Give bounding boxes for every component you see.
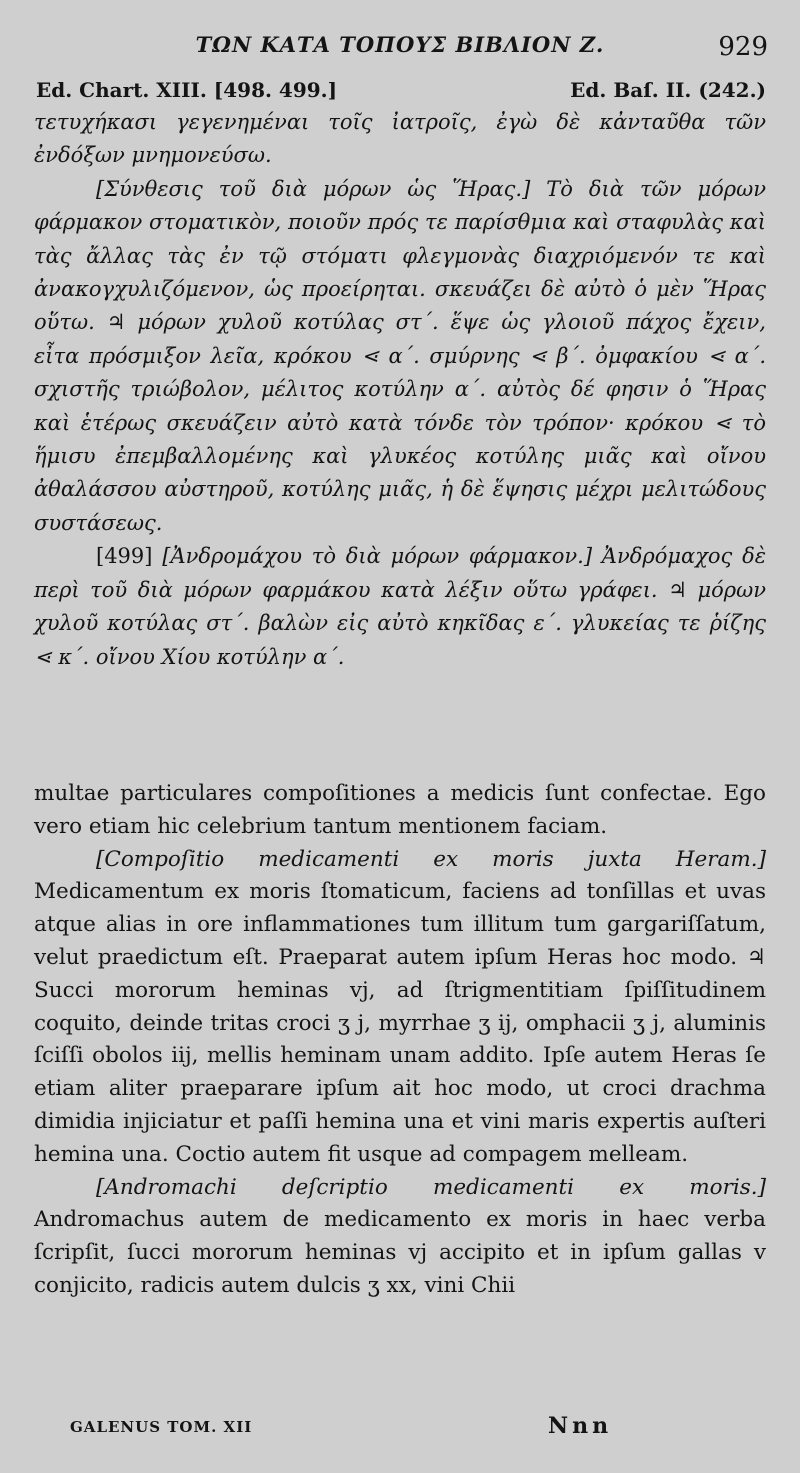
footer-signature: GALENUS TOM. XII (70, 1418, 253, 1436)
edition-reference-left: Ed. Chart. XIII. [498. 499.] (36, 78, 338, 102)
latin-paragraph-3 (34, 1172, 766, 1303)
latin-paragraph-2-body: Medicamentum ex moris ſtomaticum, faciens ad tonſillas et uvas atque alias in ore inflammationes tum illitum tum gargariſſatum, velut praedictum eſt. Praeparat autem ipſum Heras hoc modo. ♃ Succi mororum heminas vj, ad ſtrigmentitiam ſpiſſitudinem coquito, deinde tritas croci ʒ j, myrrhae ʒ ij, omphacii ʒ j, aluminis ſciſſi obolos iij, mellis heminam unam addito. Ipſe autem Heras ſe etiam aliter praeparare ipſum ait hoc modo, ut croci drachma dimidia injiciatur et paſſi hemina una et vini maris expertis auſteri hemina una. Coctio autem fit usque ad compagem melleam. (34, 879, 766, 1167)
greek-paragraph-1: τετυχήκασι γεγενημέναι τοῖς ἰατροῖς, ἐγὼ δὲ κἀνταῦθα τῶν ἐνδόξων μνημονεύσω. (34, 110, 766, 168)
greek-text-block (34, 106, 766, 674)
latin-text-block (34, 778, 766, 1303)
latin-paragraph-1: multae particulares compoſitiones a medicis ſunt confectae. Ego vero etiam hic celebrium tantum mentionem faciam. (34, 781, 766, 839)
running-title: ΤΩΝ ΚΑΤΑ ΤΟΠΟΥΣ ΒΙΒΛΙΟΝ Ζ. (195, 32, 605, 57)
latin-paragraph-2 (34, 844, 766, 1172)
greek-paragraph-2 (34, 173, 766, 540)
greek-paragraph-3 (34, 540, 766, 674)
edition-reference-right: Ed. Baſ. II. (242.) (570, 78, 766, 102)
greek-section-heading: [Ἀνδρομάχου τὸ διὰ μόρων φάρμακον.] (162, 544, 593, 569)
page-marker: [499] (96, 544, 153, 569)
greek-section-heading: [Σύνθεσις τοῦ διὰ μόρων ὡς Ἥρας.] (96, 176, 531, 201)
page-number: 929 (718, 32, 768, 62)
latin-section-heading: [Andromachi deſcriptio medicamenti ex moris.] (96, 1174, 766, 1200)
gathering-mark: Nnn (548, 1413, 613, 1439)
latin-section-heading: [Compoſitio medicamenti ex moris juxta Heram.] (96, 846, 766, 872)
greek-paragraph-2-body: Τὸ διὰ τῶν μόρων φάρμακον στοματικὸν, ποιοῦν πρός τε παρίσθμια καὶ σταφυλὰς καὶ τὰς ἄλλας τὰς ἐν τῷ στόματι φλεγμονὰς διαχριόμενόν τε καὶ ἀνακογχυλιζόμενον, ὡς προείρηται. σκευάζει δὲ αὐτὸ ὁ μὲν Ἥρας οὕτω. ♃ μόρων χυλοῦ κοτύλας στ΄. ἕψε ὡς γλοιοῦ πάχος ἔχειν, εἶτα πρόσμιξον λεῖα, κρόκου ⋖ α΄. σμύρνης ⋖ β΄. ὀμφακίου ⋖ α΄. σχιστῆς τριώβολον, μέλιτος κοτύλην α΄. αὐτὸς δέ φησιν ὁ Ἥρας καὶ ἑτέρως σκευάζειν αὐτὸ κατὰ τόνδε τὸν τρόπον· κρόκου ⋖ τὸ ἥμισυ ἐπεμβαλλομένης καὶ γλυκέος κοτύλης μιᾶς καὶ οἴνου ἀθαλάσσου αὐστηροῦ, κοτύλης μιᾶς, ἡ δὲ ἕψησις μέχρι μελιτώδους συστάσεως. (34, 176, 766, 535)
latin-paragraph-3-body: Andromachus autem de medicamento ex moris in haec verba ſcripſit, ſucci mororum heminas vj accipito et in ipſum gallas v conjicito, radicis autem dulcis ʒ xx, vini Chii (34, 1207, 766, 1298)
greek-paragraph-3-body: Ἀνδρόμαχος δὲ περὶ τοῦ διὰ μόρων φαρμάκου κατὰ λέξιν οὕτω γράφει. ♃ μόρων χυλοῦ κοτύλας στ΄. βαλὼν εἰς αὐτὸ κηκῖδας ε΄. γλυκείας τε ῥίζης ⋖ κ΄. οἴνου Χίου κοτύλην α΄. (34, 544, 767, 669)
